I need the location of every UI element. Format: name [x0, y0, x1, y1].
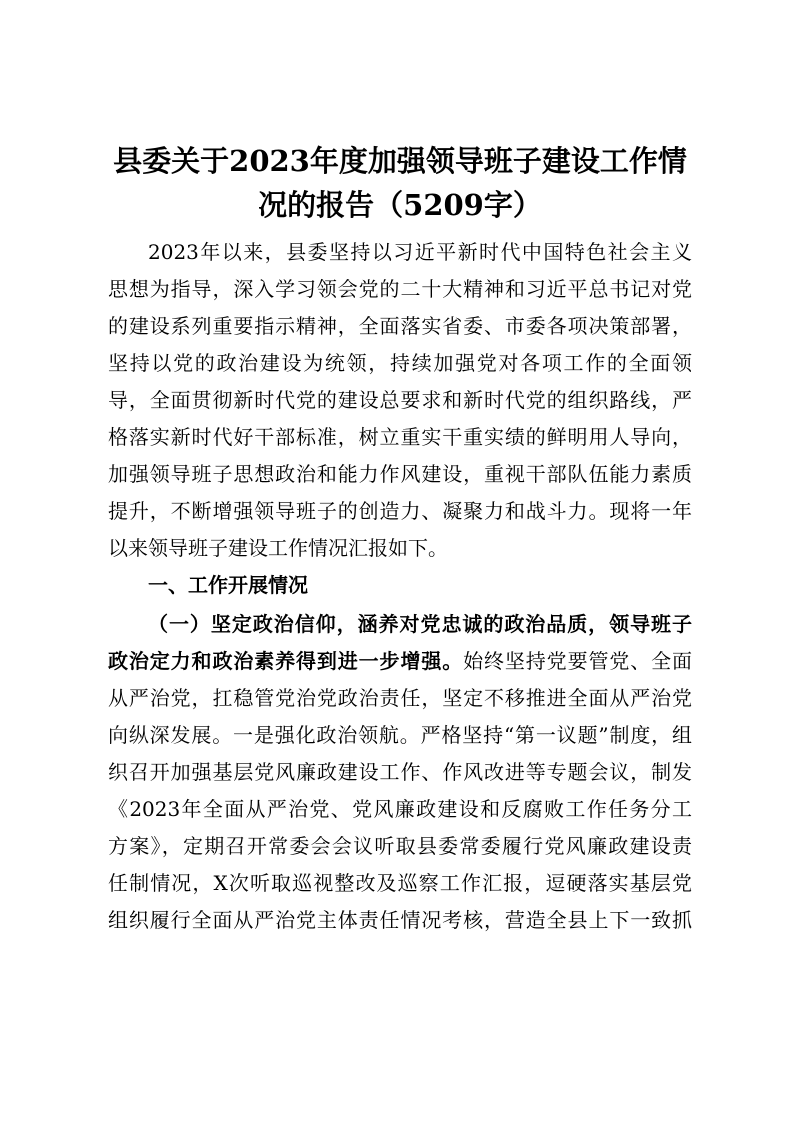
subsection-heading-tail: 政治定力和政治素养得到进一步增强。	[108, 649, 464, 673]
paragraph-line: 织召开加强基层党风廉政建设工作、作风改进等专题会议，制发	[108, 760, 692, 784]
intro-line: 导，全面贯彻新时代党的建设总要求和新时代党的组织路线，严	[108, 388, 692, 412]
paragraph-line: 向纵深发展。一是强化政治领航。严格坚持“第一议题”制度，组	[108, 723, 692, 747]
intro-line: 提升，不断增强领导班子的创造力、凝聚力和战斗力。现将一年	[108, 499, 692, 523]
paragraph-line: 组织履行全面从严治党主体责任情况考核，营造全县上下一致抓	[108, 908, 692, 932]
paragraph-text: 始终坚持党要管党、全面	[463, 649, 693, 673]
subsection-mixed-line	[108, 643, 692, 680]
intro-line: 思想为指导，深入学习领会党的二十大精神和习近平总书记对党	[108, 277, 692, 301]
intro-line: 的建设系列重要指示精神，全面落实省委、市委各项决策部署，	[108, 314, 692, 338]
intro-line: 坚持以党的政治建设为统领，持续加强党对各项工作的全面领	[108, 351, 692, 375]
paragraph-line: 任制情况，X次听取巡视整改及巡察工作汇报，逗硬落实基层党	[108, 871, 692, 895]
document-title-line-1: 县委关于2023年度加强领导班子建设工作情	[113, 144, 687, 178]
paragraph-line: 《2023年全面从严治党、党风廉政建设和反腐败工作任务分工	[108, 797, 692, 821]
intro-line: 格落实新时代好干部标准，树立重实干重实绩的鲜明用人导向，	[108, 425, 692, 449]
paragraph-line: 方案》，定期召开常委会会议听取县委常委履行党风廉政建设责	[108, 834, 692, 858]
intro-line: 2023年以来，县委坚持以习近平新时代中国特色社会主义	[148, 240, 692, 264]
document-title-line-2: 况的报告（5209字）	[258, 188, 542, 222]
intro-line: 以来领导班子建设工作情况汇报如下。	[108, 536, 448, 560]
paragraph-line: 从严治党，扛稳管党治党政治责任，坚定不移推进全面从严治党	[108, 686, 692, 710]
section-heading: 一、工作开展情况	[148, 573, 308, 597]
intro-line: 加强领导班子思想政治和能力作风建设，重视干部队伍能力素质	[108, 462, 692, 486]
subsection-heading-line: （一）坚定政治信仰，涵养对党忠诚的政治品质，领导班子	[148, 612, 692, 636]
